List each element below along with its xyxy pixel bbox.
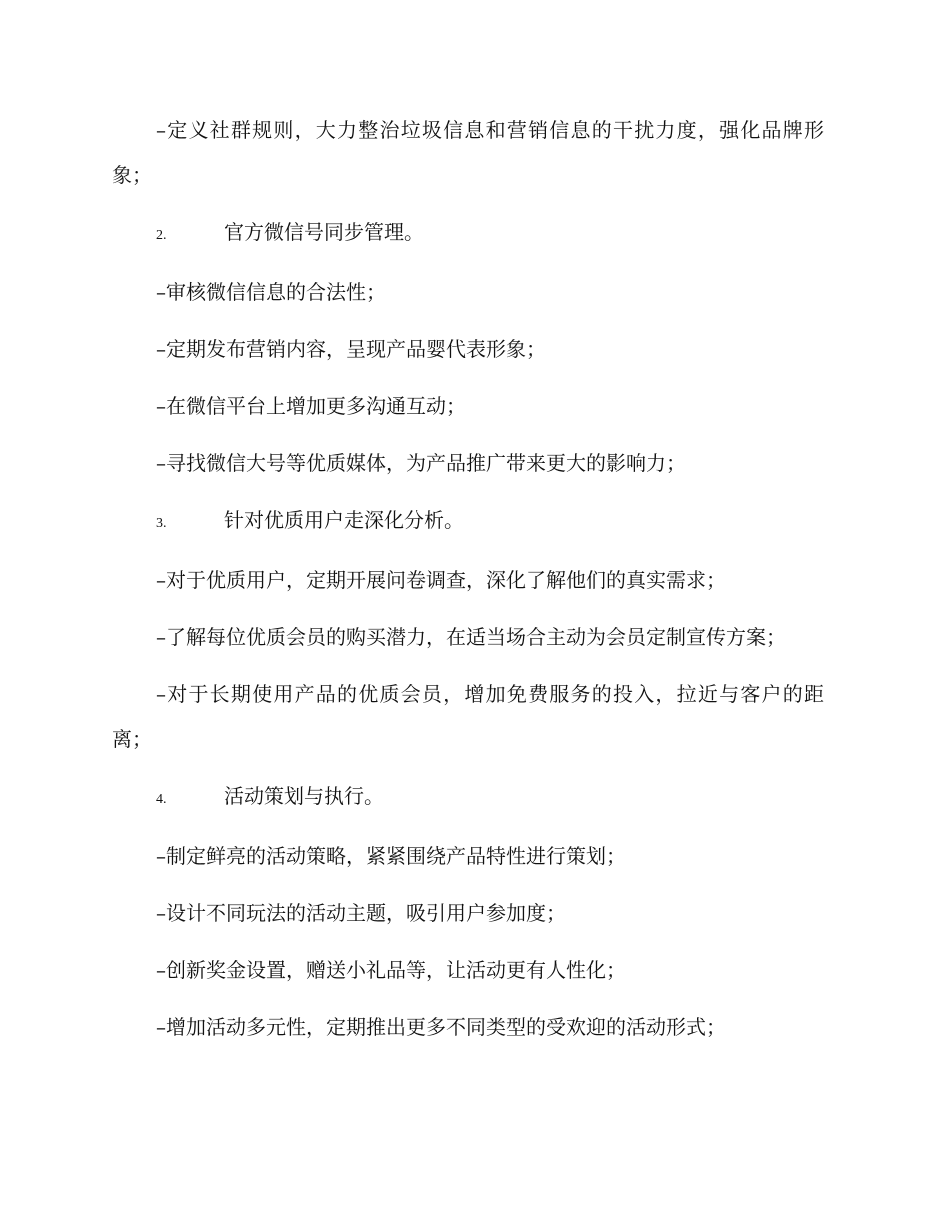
paragraph-member-potential: –了解每位优质会员的购买潜力，在适当场合主动为会员定制宣传方案；: [156, 625, 786, 649]
paragraph-free-service: –对于长期使用产品的优质会员，增加免费服务的投入，拉近与客户的距离；: [112, 682, 824, 751]
paragraph-wechat-review: –审核微信信息的合法性；: [156, 280, 386, 304]
paragraph-community-rules: –定义社群规则，大力整治垃圾信息和营销信息的干扰力度，强化品牌形象；: [112, 118, 824, 187]
section-title: 活动策划与执行。: [224, 784, 384, 808]
paragraph-activity-strategy: –制定鲜亮的活动策略，紧紧围绕产品特性进行策划；: [156, 844, 626, 868]
document-body: [112, 108, 824, 1062]
section-number: 2.: [156, 228, 167, 243]
paragraph-activity-prizes: –创新奖金设置，赠送小礼品等，让活动更有人性化；: [156, 958, 626, 982]
paragraph-activity-diversity: –增加活动多元性，定期推出更多不同类型的受欢迎的活动形式；: [156, 1015, 726, 1039]
section-title: 针对优质用户走深化分析。: [224, 508, 464, 532]
section-title: 官方微信号同步管理。: [224, 220, 424, 244]
section-heading-3: [112, 498, 824, 546]
paragraph-wechat-interaction: –在微信平台上增加更多沟通互动；: [156, 394, 466, 418]
section-number: 4.: [156, 792, 167, 807]
section-number: 3.: [156, 516, 167, 531]
paragraph-user-survey: –对于优质用户，定期开展问卷调查，深化了解他们的真实需求；: [156, 568, 726, 592]
paragraph-wechat-media: –寻找微信大号等优质媒体，为产品推广带来更大的影响力；: [156, 451, 686, 475]
paragraph-wechat-publish: –定期发布营销内容，呈现产品婴代表形象；: [156, 337, 546, 361]
section-heading-2: [112, 210, 824, 258]
paragraph-activity-theme: –设计不同玩法的活动主题，吸引用户参加度；: [156, 901, 566, 925]
section-heading-4: [112, 774, 824, 822]
